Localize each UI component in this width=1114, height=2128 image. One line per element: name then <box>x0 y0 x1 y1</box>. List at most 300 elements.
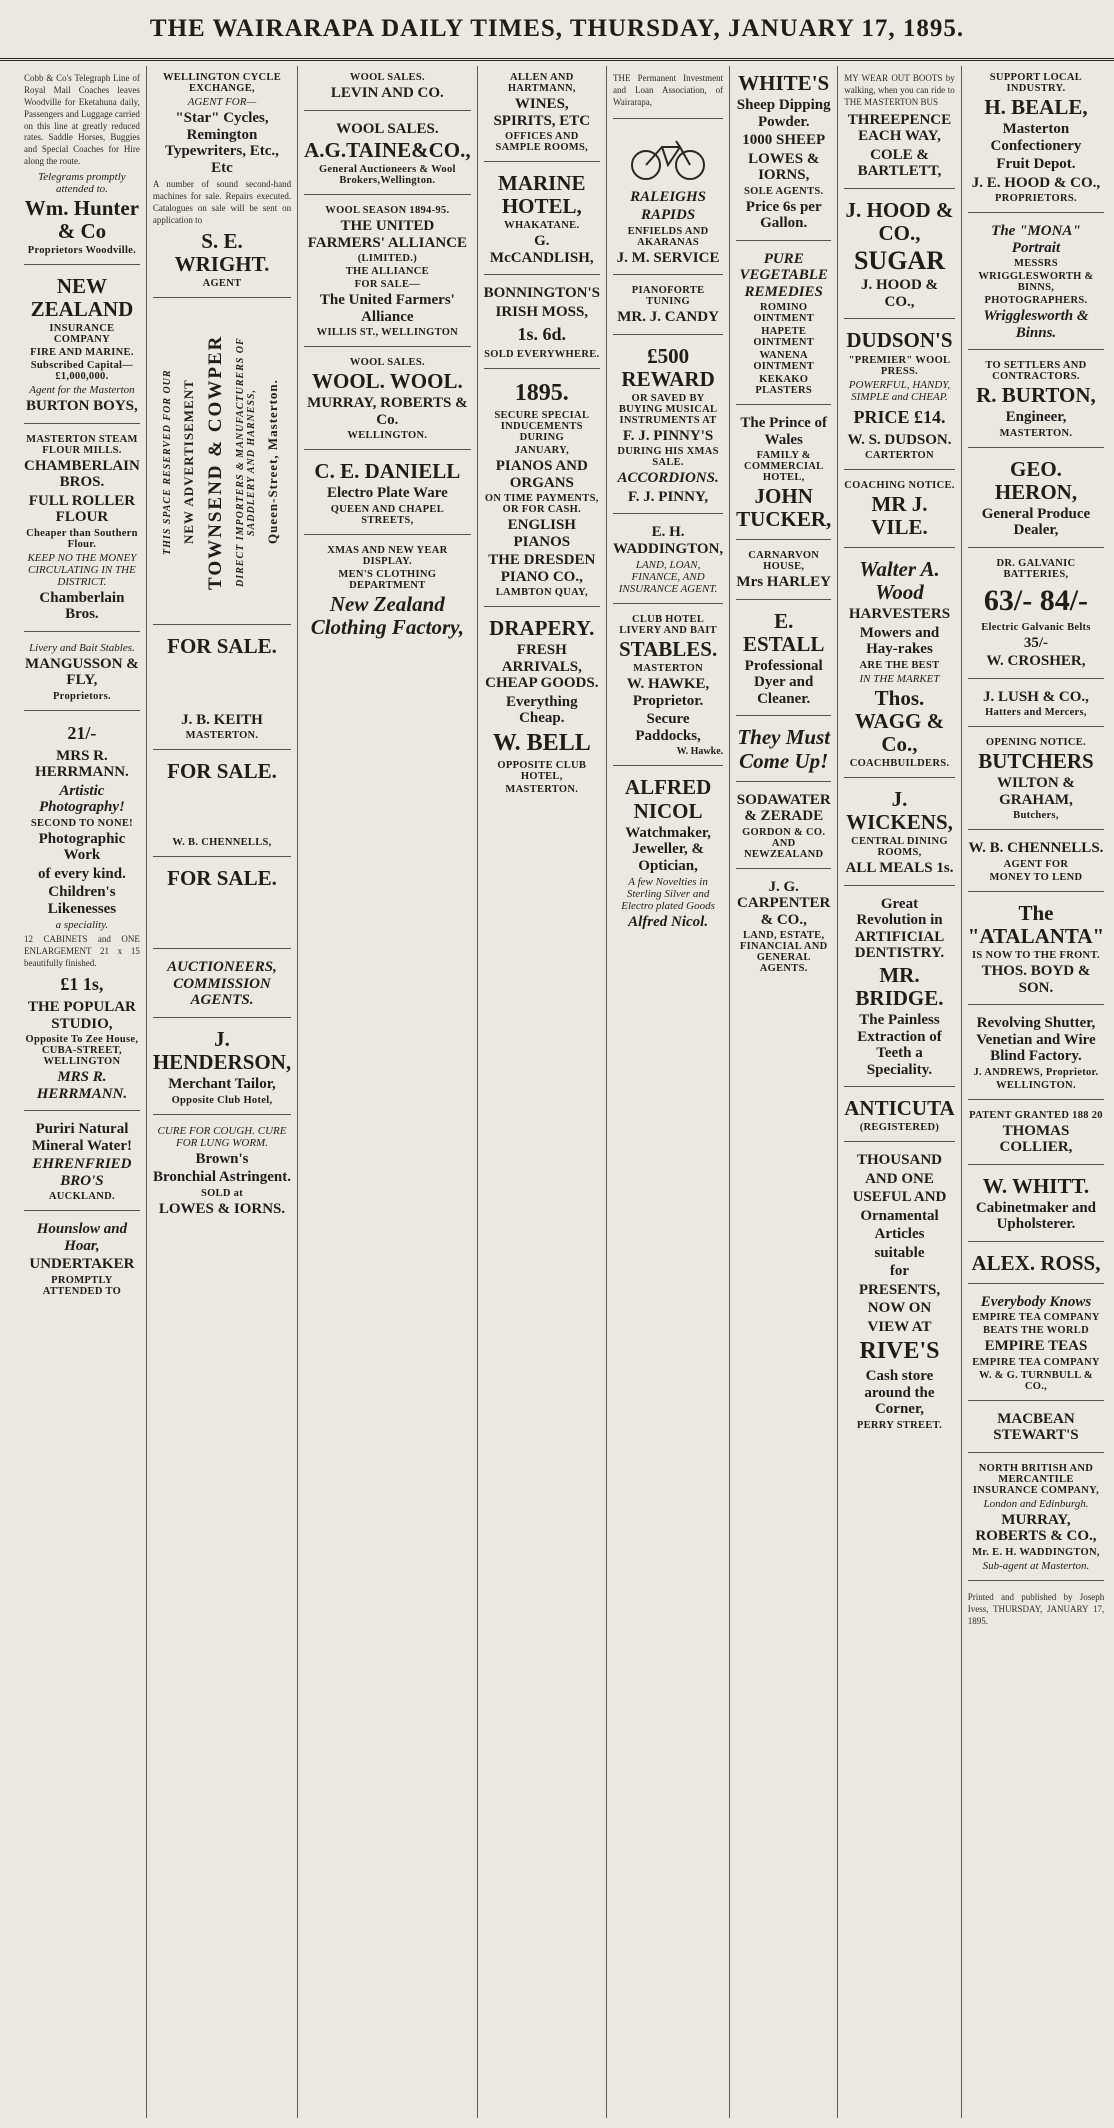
empire-title2: EMPIRE TEA COMPANY <box>972 1356 1100 1368</box>
daniell-electro: Electro Plate Ware <box>326 485 448 502</box>
nz-burton: BURTON BOYS, <box>26 398 138 415</box>
atalanta-title: The "ATALANTA" <box>967 900 1105 949</box>
harley-house: CARNARVON HOUSE, <box>748 550 820 573</box>
white-price: Price 6s per Gallon. <box>745 198 822 232</box>
herrmann-mrs: MRS R. HERRMANN. <box>36 1069 128 1102</box>
ad-townsend <box>153 302 291 625</box>
ad-come-up <box>736 720 831 781</box>
column-8 <box>962 66 1110 2118</box>
bell-fresh: FRESH ARRIVALS, CHEAP GOODS. <box>485 642 599 692</box>
ad-nz-insurance <box>24 269 140 424</box>
keith-masterton: MASTERTON. <box>185 730 259 742</box>
white-lowes: LOWES & IORNS, <box>748 150 820 184</box>
ad-lush <box>968 683 1104 728</box>
dresden-pianos2: ON TIME PAYMENTS, OR FOR CASH. <box>484 493 599 516</box>
murray-wool-sales: WOOL SALES. <box>349 357 425 369</box>
nz-sub: INSURANCE COMPANY <box>49 323 115 346</box>
flour-title: MASTERTON STEAM FLOUR MILLS. <box>26 433 138 456</box>
forsale2-chennells: W. B. CHENNELLS, <box>172 837 272 849</box>
dudson-premier: "PREMIER" WOOL PRESS. <box>848 354 951 377</box>
ad-bus <box>844 66 954 189</box>
nicol-novelties: A few Novelties in Sterling Silver and Electro plated Goods <box>621 876 715 913</box>
bell-drapery: DRAPERY. <box>489 616 595 641</box>
ad-marine <box>484 166 600 275</box>
ad-atalanta <box>968 896 1104 1005</box>
wagg-coach: COACHBUILDERS. <box>849 758 950 770</box>
support-proprietors: PROPRIETORS. <box>995 193 1077 205</box>
alliance-limited: (LIMITED.) <box>357 253 417 265</box>
keith-name: J. B. KEITH <box>181 711 263 728</box>
marine-title: MARINE HOTEL, <box>498 171 586 219</box>
nb-waddington: Mr. E. H. WADDINGTON, <box>972 1546 1100 1558</box>
service-rapids: RAPIDS <box>640 207 696 224</box>
waddington-land: LAND, LOAN, FINANCE, AND INSURANCE AGENT. <box>618 559 718 596</box>
nb-london: London and Edinburgh. <box>983 1497 1089 1510</box>
ad-permanent <box>613 66 723 119</box>
cycle-agent: AGENT FOR— <box>187 96 257 108</box>
sodawater-gordon: GORDON & CO. AND NEWZEALAND <box>742 826 826 860</box>
herrmann-name: MRS R. HERRMANN. <box>35 747 129 781</box>
dudson-price: PRICE £14. <box>853 406 946 427</box>
candy-name: MR. J. CANDY <box>617 309 719 326</box>
prince-family: FAMILY & COMMERCIAL HOTEL, <box>743 450 824 484</box>
collier-patent: PATENT GRANTED 188 20 <box>969 1109 1103 1121</box>
ad-empire <box>968 1288 1104 1401</box>
keith-for-sale: FOR SALE. <box>167 633 277 658</box>
dudson-name2: W. S. DUDSON. <box>847 431 952 448</box>
ad-hood-sugar <box>844 193 954 320</box>
ad-heron <box>968 452 1104 548</box>
ad-ross <box>968 1246 1104 1284</box>
service-raleighs: RALEIGHS <box>630 188 706 205</box>
ad-cycle <box>153 66 291 298</box>
empire-beats: BEATS THE WORLD <box>982 1325 1089 1337</box>
remedies-title: PURE VEGETABLE REMEDIES <box>739 250 828 300</box>
dresden-lambton: LAMBTON QUAY, <box>495 587 588 599</box>
ross-name: ALEX. ROSS, <box>971 1250 1101 1275</box>
anticuta-registered: (REGISTERED) <box>859 1122 940 1134</box>
herrmann-cabinets: 12 CABINETS and ONE ENLARGEMENT 21 x 15 beautifully finished. <box>24 934 140 969</box>
ad-white <box>736 66 831 241</box>
remedies-romino: ROMINO OINTMENT <box>753 302 815 325</box>
bridge-name: MR. BRIDGE. <box>855 962 944 1010</box>
nicol-name: ALFRED NICOL <box>624 775 712 823</box>
galvanic-price2: 35/- <box>1023 634 1049 651</box>
cycle-title: WELLINGTON CYCLE EXCHANGE, <box>162 72 282 94</box>
ad-sodawater <box>736 786 831 869</box>
bonnington-irish: IRISH MOSS, <box>495 303 589 320</box>
comeup-title: They Must Come Up! <box>737 725 831 773</box>
rives-useful: USEFUL AND <box>852 1189 947 1206</box>
nz-line: FIRE AND MARINE. <box>30 347 134 359</box>
carpenter-land: LAND, ESTATE, FINANCIAL AND GENERAL AGENTS. <box>739 930 828 975</box>
bus-cole: COLE & BARTLETT, <box>857 146 942 180</box>
dudson-powerful: POWERFUL, HANDY, SIMPLE and CHEAP. <box>848 378 951 403</box>
ad-flour <box>24 428 140 632</box>
column-1 <box>18 66 147 2118</box>
bell-masterton: MASTERTON. <box>505 783 579 795</box>
wagg-best: ARE THE BEST <box>859 659 940 671</box>
marine-owner: G. McCANDLISH, <box>489 233 594 266</box>
bridge-extraction: The Painless Extraction of Teeth a Speciality. <box>857 1012 942 1078</box>
cycle-wright: S. E. WRIGHT. <box>174 228 270 276</box>
galvanic-title: DR. GALVANIC BATTERIES, <box>996 557 1076 580</box>
club-masterton: MASTERTON <box>633 663 703 675</box>
murray-wool: WOOL. WOOL. <box>311 369 463 394</box>
ad-murray <box>304 351 470 450</box>
flour-cheaper: Cheaper than Southern Flour. <box>26 527 138 550</box>
dresden-pianos: PIANOS AND ORGANS <box>495 458 588 491</box>
ad-keith <box>153 629 291 751</box>
flour-chamberlain2: Chamberlain Bros. <box>39 589 125 623</box>
anticuta-name: ANTICUTA <box>844 1096 955 1121</box>
rives-for: for <box>889 1263 910 1280</box>
dresden-year: 1895. <box>514 380 569 407</box>
ad-whitt <box>968 1169 1104 1242</box>
dresden-name: THE DRESDEN PIANO CO., <box>488 552 596 585</box>
marine-place: WHAKATANE. <box>504 220 580 232</box>
browns-sold: SOLD at <box>200 1187 244 1199</box>
chennells-name: W. B. CHENNELLS. <box>968 840 1104 857</box>
galvanic-croshier: W. CROSHER, <box>986 653 1086 670</box>
burton-masterton: MASTERTON. <box>999 427 1073 439</box>
alliance-title: THE ALLIANCE <box>345 266 429 278</box>
whitt-cabinetmaker: Cabinetmaker and Upholsterer. <box>975 1199 1097 1233</box>
daniell-queen: QUEEN AND CHAPEL STREETS, <box>330 503 444 526</box>
ad-allen <box>484 66 600 162</box>
hood-name: J. HOOD & CO., <box>845 197 954 245</box>
lush-hatters: Hatters and Mercers, <box>985 707 1087 719</box>
cobb-firm: Wm. Hunter & Co <box>24 196 140 244</box>
ad-remedies <box>736 245 831 406</box>
ad-bonnington <box>484 279 600 369</box>
daniell-name: C. E. DANIELL <box>314 459 461 484</box>
hood-sugar: SUGAR <box>853 245 945 275</box>
browns-bronchial: Bronchial Astringent. <box>152 1169 292 1186</box>
levin-wool: WOOL SALES. <box>349 72 425 83</box>
ad-bridge <box>844 890 954 1087</box>
wagg-name: Thos. WAGG & Co., <box>854 685 945 757</box>
ad-alliance <box>304 199 470 347</box>
mona-sig: Wrigglesworth & Binns. <box>983 308 1089 341</box>
butchers-butchers: Butchers, <box>1013 810 1059 822</box>
alliance-season: WOOL SEASON 1894-95. <box>325 205 450 217</box>
remedies-wanena: WANENA OINTMENT <box>753 350 815 373</box>
cobb-proprietors: Proprietors Woodville. <box>27 245 137 257</box>
empire-teas: EMPIRE TEAS <box>984 1338 1088 1355</box>
nz-title: NEW ZEALAND <box>30 274 134 322</box>
whitt-name: W. WHITT. <box>982 1173 1090 1198</box>
candy-tuning: PIANOFORTE TUNING <box>631 285 705 308</box>
ad-wickens <box>844 782 954 886</box>
townsend-vertical <box>153 306 291 618</box>
bonnington-name: BONNINGTON'S <box>483 285 600 302</box>
estall-dyer: Professional Dyer and Cleaner. <box>744 657 823 707</box>
sodawater-title: SODAWATER & ZERADE <box>736 791 831 825</box>
browns-name: Brown's <box>195 1150 249 1167</box>
mona-messrs: MESSRS <box>1014 258 1058 270</box>
flour-keep: KEEP NO THE MONEY CIRCULATING IN THE DISTRICT. <box>27 551 137 588</box>
bell-name: W. BELL <box>492 729 591 756</box>
ad-waddington <box>613 518 723 604</box>
ad-service <box>613 123 723 276</box>
atalanta-boyd: THOS. BOYD & SON. <box>981 963 1091 996</box>
nz-agent: Agent for the Masterton <box>29 384 135 397</box>
herrmann-every: of every kind. <box>37 865 126 882</box>
column-6 <box>730 66 838 2118</box>
white-name: WHITE'S <box>738 71 830 95</box>
mona-photographers: PHOTOGRAPHERS. <box>984 295 1088 307</box>
dudson-carterton: CARTERTON <box>865 450 934 461</box>
alliance-willis: WILLIS ST., WELLINGTON <box>316 327 459 339</box>
ad-chennells <box>968 834 1104 892</box>
pinny-name: F. J. PINNY'S <box>622 427 714 444</box>
pinny-name2: F. J. PINNY, <box>628 488 709 505</box>
herrmann-second: SECOND TO NONE! <box>30 817 133 829</box>
wickens-name: J. WICKENS, <box>846 787 953 835</box>
ad-dresden <box>484 373 600 607</box>
forsale3-title: FOR SALE. <box>167 866 277 891</box>
cycle-star: "Star" Cycles, Remington Typewriters, Etc., Etc <box>165 110 279 176</box>
ad-daniell <box>304 454 470 535</box>
burton-engineer: Engineer, <box>1005 409 1067 426</box>
remedies-kekako: KEKAKO PLASTERS <box>755 374 813 397</box>
empire-turnbull: W. & G. TURNBULL & CO., <box>978 1369 1093 1392</box>
livery-title: Livery and Bait Stables. <box>29 641 135 654</box>
hounslow-promptly: PROMPTLY ATTENDED TO <box>42 1274 122 1297</box>
support-beale: H. BEALE, <box>984 95 1088 119</box>
bicycle-icon <box>613 127 723 187</box>
chennells-agent: AGENT FOR <box>1003 858 1069 870</box>
cycle-body: A number of sound second-hand machines for sale. Repairs executed. Catalogues on sale will be sent on application to <box>152 179 292 225</box>
white-sole: SOLE AGENTS. <box>743 185 824 197</box>
harley-name: Mrs HARLEY <box>736 574 831 591</box>
nicol-sig: Alfred Nicol. <box>628 914 709 931</box>
ad-estall <box>736 604 831 717</box>
flour-chamberlain: CHAMBERLAIN BROS. <box>24 457 140 491</box>
bus-threepence: THREEPENCE EACH WAY, <box>847 111 952 145</box>
ad-browns <box>153 1119 291 1226</box>
townsend-v2: NEW ADVERTISEMENT <box>181 379 197 545</box>
ad-candy <box>613 279 723 335</box>
browns-cure: CURE FOR COUGH. CURE FOR LUNG WORM. <box>157 1124 287 1149</box>
browns-lowes: LOWES & IORNS. <box>158 1200 286 1217</box>
masthead-title: THE WAIRARAPA DAILY TIMES, THURSDAY, JANUARY 17, 1895. <box>149 15 965 42</box>
ad-carpenter <box>736 873 831 983</box>
nb-subagent: Sub-agent at Masterton. <box>982 1559 1090 1572</box>
dresden-english: ENGLISH PIANOS <box>507 517 576 550</box>
vile-name: MR J. VILE. <box>871 492 928 540</box>
taine-name: A.G.TAINE&CO., <box>304 138 471 162</box>
burton-settlers: TO SETTLERS AND CONTRACTORS. <box>985 360 1087 383</box>
ad-livery <box>24 636 140 711</box>
cobb-text: Cobb & Co's Telegraph Line of Royal Mail Coaches leaves Woodville for Eketahuna daily, Passengers and Luggage carried on this line at greatly reduced rates. Saddle Horses, Buggies and Special Coaches for Hire along the route. <box>24 73 140 167</box>
andrews-name: J. ANDREWS, Proprietor. <box>973 1066 1099 1078</box>
ad-nicol <box>613 770 723 938</box>
pinny-accordions: ACCORDIONS. <box>617 470 719 487</box>
levin-name: LEVIN AND CO. <box>330 85 444 101</box>
herrmann-price2: £1 1s, <box>60 974 104 994</box>
bell-opposite: OPPOSITE CLUB HOTEL, <box>497 759 587 782</box>
herrmann-addr: Opposite To Zee House, CUBA-STREET, WELLINGTON <box>25 1034 139 1067</box>
mona-wrigglesworth: WRIGGLESWORTH & BINNS, <box>978 271 1094 294</box>
support-fruit: Fruit Depot. <box>996 156 1076 173</box>
vile-notice: COACHING NOTICE. <box>844 480 955 491</box>
collier-name: THOMAS COLLIER, <box>999 1122 1073 1156</box>
puriri-title: Puriri Natural Mineral Water! <box>31 1121 132 1154</box>
ad-club-stables <box>613 608 723 766</box>
rives-cash: Cash store around the Corner, <box>864 1368 935 1418</box>
ad-prince <box>736 409 831 540</box>
wagg-walter: Walter A. Wood <box>859 557 940 605</box>
empire-everybody: Everybody Knows <box>980 1293 1092 1310</box>
alliance-united: THE UNITED FARMERS' ALLIANCE <box>307 218 468 251</box>
ad-burton <box>968 354 1104 448</box>
xmas-factory: New Zealand Clothing Factory, <box>310 591 464 639</box>
burton-name: R. BURTON, <box>976 383 1096 408</box>
carpenter-name: J. G. CARPENTER & CO., <box>737 878 831 928</box>
ad-anticuta <box>844 1091 954 1142</box>
henderson-name: J. HENDERSON, <box>152 1026 292 1075</box>
wickens-meals: ALL MEALS 1s. <box>845 860 954 877</box>
ad-xmas <box>304 539 470 647</box>
service-name: J. M. SERVICE <box>616 249 720 266</box>
ad-herrmann <box>24 715 140 1111</box>
livery-proprietors: Proprietors. <box>52 690 111 702</box>
column-3 <box>298 66 477 2118</box>
rives-now: NOW ON <box>867 1300 932 1317</box>
allen-offices: OFFICES AND SAMPLE ROOMS, <box>495 131 589 153</box>
ad-for-sale-3 <box>153 861 291 949</box>
ad-harley <box>736 544 831 600</box>
bonnington-sold: SOLD EVERYWHERE. <box>484 349 600 361</box>
henderson-merchant: Merchant Tailor, <box>168 1076 276 1093</box>
andrews-revolving: Revolving Shutter, Venetian and Wire Blind Factory. <box>976 1015 1096 1065</box>
ad-puriri <box>24 1115 140 1211</box>
butchers-wilton: WILTON & GRAHAM, <box>996 775 1075 808</box>
galvanic-electric: Electric Galvanic Belts <box>981 621 1091 633</box>
heron-dealer: General Produce Dealer, <box>981 505 1091 539</box>
ad-levin <box>304 66 470 111</box>
puriri-ehrenfried: EHRENFRIED BRO'S <box>32 1156 132 1189</box>
butchers-title: BUTCHERS <box>978 749 1094 774</box>
column-7 <box>838 66 961 2118</box>
hounslow-title: Hounslow and Hoar, <box>36 1221 128 1254</box>
butchers-opening: OPENING NOTICE. <box>985 737 1087 749</box>
hood-name2: J. HOOD & CO., <box>860 277 939 310</box>
chennells-money: MONEY TO LEND <box>989 871 1083 883</box>
herrmann-children: Children's Likenesses <box>47 884 117 917</box>
white-sheep: Sheep Dipping Powder. <box>736 97 831 130</box>
herrmann-photo: Photographic Work <box>38 830 126 864</box>
club-hawke2: W. Hawke. <box>676 746 724 758</box>
bell-everything: Everything Cheap. <box>505 693 578 727</box>
wagg-market: IN THE MARKET <box>859 672 940 685</box>
allen-name: ALLEN AND HARTMANN, <box>507 72 576 94</box>
ad-hounslow <box>24 1215 140 1305</box>
galvanic-price: 63/- 84/- <box>983 583 1089 617</box>
nz-capital: Subscribed Capital—£1,000,000. <box>30 360 134 383</box>
murray-wellington: WELLINGTON. <box>347 430 428 442</box>
support-confectionery: Masterton Confectionery <box>990 121 1082 154</box>
ad-mona <box>968 217 1104 350</box>
cobb-orders: Telegrams promptly attended to. <box>38 171 126 195</box>
townsend-v3: TOWNSEND & COWPER <box>205 334 227 590</box>
ad-macbean <box>968 1405 1104 1453</box>
ad-north-british <box>968 1457 1104 1581</box>
allen-wines: WINES, SPIRITS, ETC <box>493 96 591 129</box>
xmas-mens: MEN'S CLOTHING DEPARTMENT <box>338 568 437 591</box>
rives-perry: PERRY STREET. <box>856 1419 943 1431</box>
club-hawke: W. HAWKE, Proprietor. <box>626 676 710 709</box>
herrmann-artistic: Artistic Photography! <box>38 782 125 816</box>
henderson-opposite: Opposite Club Hotel, <box>171 1094 273 1106</box>
column-4 <box>478 66 607 2118</box>
dresden-secure: SECURE SPECIAL INDUCEMENTS DURING <box>494 410 590 444</box>
prince-tucker: JOHN TUCKER, <box>736 484 832 532</box>
white-dip: 1000 SHEEP <box>742 132 826 149</box>
columns-grid <box>18 66 1105 2118</box>
rives-presents: PRESENTS, <box>858 1281 941 1298</box>
ad-collier <box>968 1104 1104 1165</box>
dresden-january: JANUARY, <box>514 445 570 457</box>
support-hood: J. E. HOOD & CO., <box>971 174 1101 191</box>
ad-butchers <box>968 731 1104 830</box>
rives-one: AND ONE <box>865 1170 934 1187</box>
murray-name: MURRAY, ROBERTS & Co. <box>307 395 468 428</box>
wickens-dining: CENTRAL DINING ROOMS, <box>851 836 948 859</box>
rives-articles: Articles <box>874 1226 925 1243</box>
auctioneers-title: AUCTIONEERS, COMMISSION AGENTS. <box>167 959 277 1009</box>
ad-pinny <box>613 339 723 515</box>
masthead <box>0 0 1114 61</box>
ad-wagg <box>844 552 954 778</box>
herrmann-specialty: a speciality. <box>55 919 109 932</box>
wagg-harvesters: HARVESTERS <box>848 606 951 623</box>
heron-name: GEO. HERON, <box>994 456 1078 504</box>
service-enfields: ENFIELDS AND AKARANAS <box>627 225 709 248</box>
taine-general: General Auctioneers & Wool Brokers,Wellington. <box>318 164 456 187</box>
estall-name: E. ESTALL <box>743 608 825 656</box>
andrews-wellington: WELLINGTON. <box>996 1079 1076 1091</box>
permanent-text: THE Permanent Investment and Loan Association, of Wairarapa, <box>613 73 724 107</box>
atalanta-front: IS NOW TO THE FRONT. <box>972 950 1100 962</box>
lush-name: J. LUSH & CO., <box>983 688 1089 705</box>
club-secure: Secure Paddocks, <box>635 711 701 744</box>
rives-name: RIVE'S <box>859 1338 940 1365</box>
rives-thousand: THOUSAND <box>856 1152 942 1169</box>
column-5 <box>607 66 730 2118</box>
remedies-hapete: HAPETE OINTMENT <box>753 326 815 349</box>
livery-mangusson: MANGUSSON & FLY, <box>25 655 139 689</box>
ad-henderson <box>153 1022 291 1115</box>
ad-vile <box>844 474 954 548</box>
alliance-united2: The United Farmers' Alliance <box>319 292 455 325</box>
macbean-name: MACBEAN STEWART'S <box>993 1410 1079 1444</box>
pinny-christmas: DURING HIS XMAS SALE. <box>617 446 719 469</box>
ad-bell <box>484 611 600 803</box>
wagg-mowers: Mowers and Hay-rakes <box>859 624 940 658</box>
hounslow-undertaker: UNDERTAKER <box>29 1256 135 1272</box>
waddington-name: E. H. WADDINGTON, <box>613 524 724 557</box>
bonnington-price: 1s. 6d. <box>517 324 567 345</box>
rives-view: VIEW AT <box>867 1318 932 1335</box>
ad-dudson <box>844 323 954 470</box>
townsend-v1: THIS SPACE RESERVED FOR OUR <box>162 368 174 555</box>
forsale2-title: FOR SALE. <box>167 759 277 784</box>
club-title: CLUB HOTEL LIVERY AND BAIT <box>619 614 717 637</box>
support-title: SUPPORT LOCAL INDUSTRY. <box>989 72 1083 94</box>
